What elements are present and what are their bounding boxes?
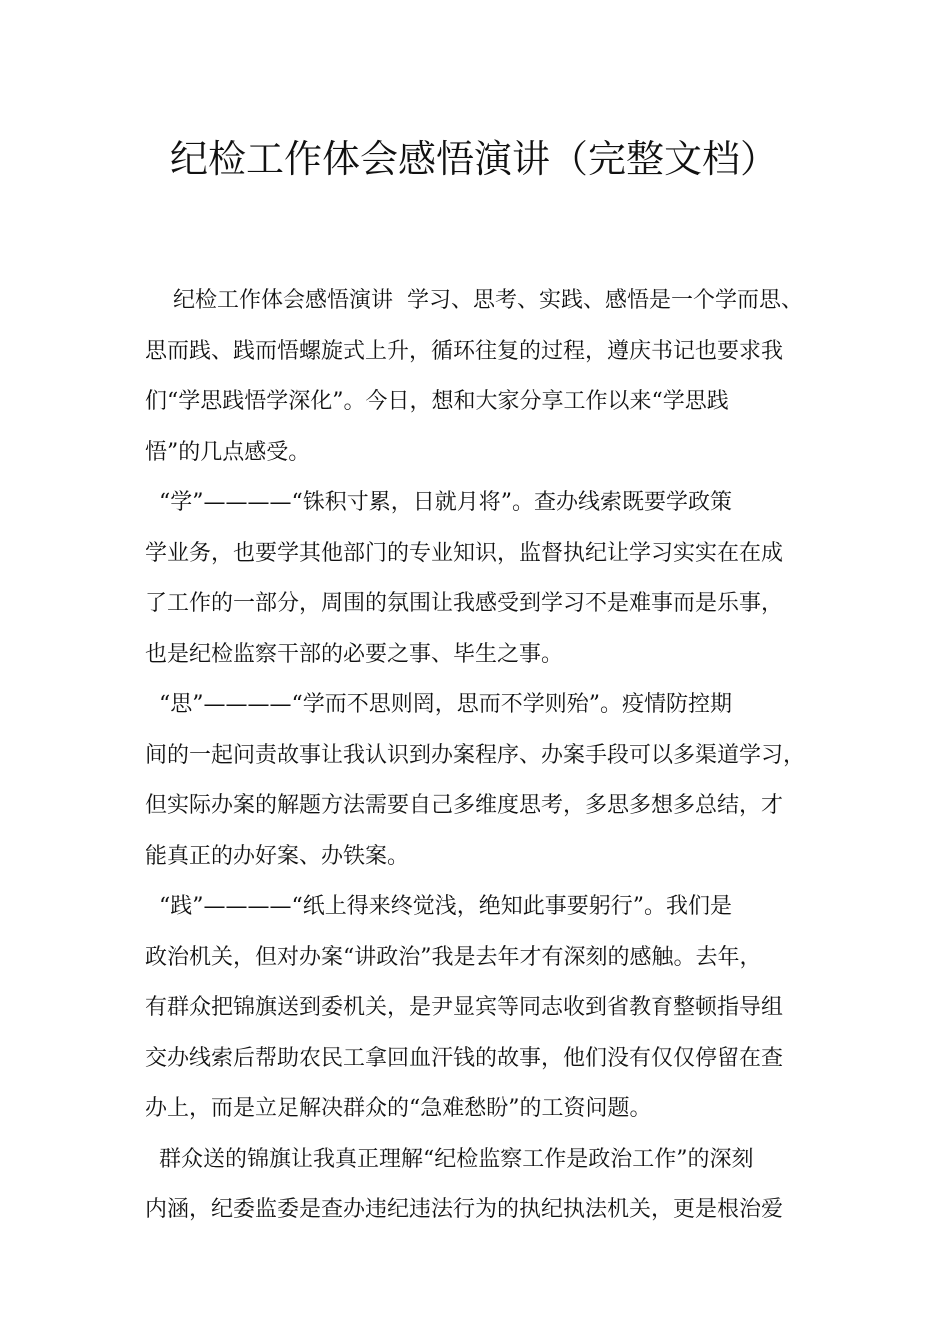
paragraph-si	[145, 687, 825, 889]
text-line: 们“学思践悟学深化”。今日，想和大家分享工作以来“学思践	[145, 389, 729, 414]
paragraph-xue	[145, 485, 825, 687]
text-line: 内涵，纪委监委是查办违纪违法行为的执纪执法机关，更是根治爱	[145, 1197, 784, 1222]
document-title: 纪检工作体会感悟演讲（完整文档）	[170, 137, 779, 181]
text-line: 政治机关，但对办案“讲政治”我是去年才有深刻的感触。去年，	[145, 944, 762, 970]
text-line: 也是纪检监察干部的必要之事、毕生之事。	[145, 641, 564, 667]
text-line: “学”————“铢积寸累，日就月将”。查办线索既要学政策	[145, 490, 732, 515]
text-line: 交办线索后帮助农民工拿回血汗钱的故事，他们没有仅仅停留在查	[145, 1045, 784, 1071]
text-line: 了工作的一部分，周围的氛围让我感受到学习不是难事而是乐事，	[145, 591, 784, 616]
text-line: 间的一起问责故事让我认识到办案程序、办案手段可以多渠道学习，	[145, 742, 806, 768]
text-line: 学业务，也要学其他部门的专业知识，监督执纪让学习实实在在成	[145, 540, 784, 566]
text-line: 思而践、践而悟螺旋式上升，循环往复的过程，遵庆书记也要求我	[145, 338, 784, 364]
paragraph-intro	[145, 283, 825, 485]
document-body	[145, 283, 825, 1243]
text-line: 但实际办案的解题方法需要自己多维度思考，多思多想多总结，才	[145, 793, 784, 818]
text-line: 办上，而是立足解决群众的“急难愁盼”的工资问题。	[145, 1096, 652, 1121]
text-line: 能真正的办好案、办铁案。	[145, 843, 410, 869]
text-line: “践”————“纸上得来终觉浅，绝知此事要躬行”。我们是	[145, 894, 732, 919]
text-line: 悟”的几点感受。	[145, 439, 311, 465]
paragraph-jinqi	[145, 1142, 825, 1243]
paragraph-jian	[145, 889, 825, 1142]
text-line: “思”————“学而不思则罔，思而不学则殆”。疫情防控期	[145, 692, 732, 717]
text-line: 纪检工作体会感悟演讲 学习、思考、实践、感悟是一个学而思、	[145, 288, 803, 313]
text-line: 群众送的锦旗让我真正理解“纪检监察工作是政治工作”的深刻	[145, 1146, 754, 1172]
text-line: 有群众把锦旗送到委机关，是尹显宾等同志收到省教育整顿指导组	[145, 995, 784, 1020]
